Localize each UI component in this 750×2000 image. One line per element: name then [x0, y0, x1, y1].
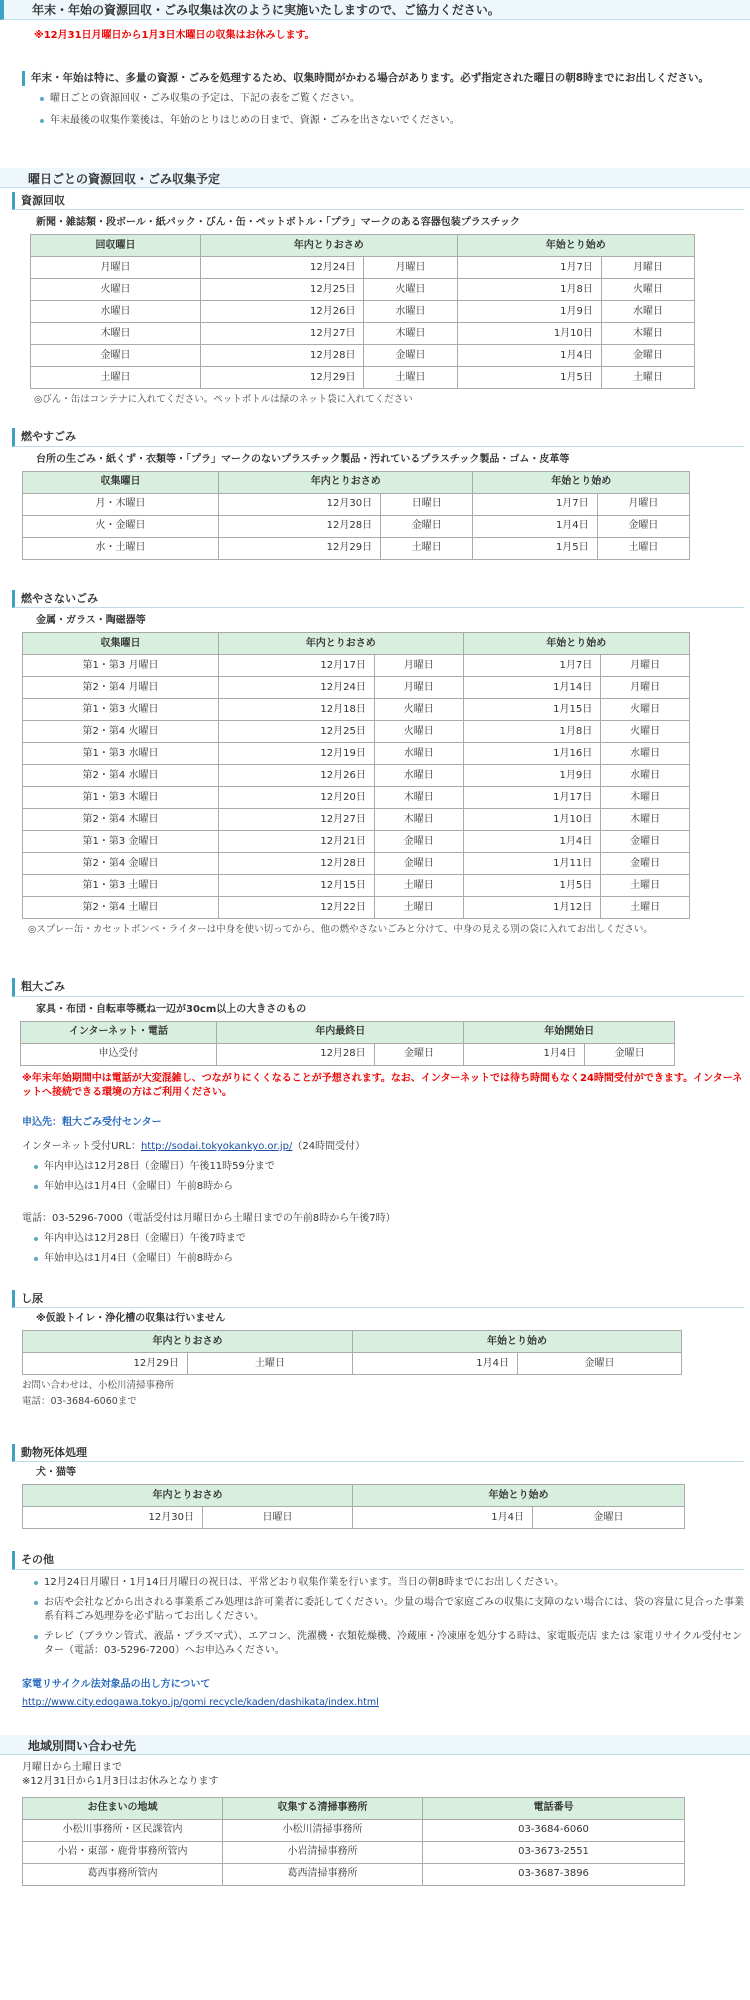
table-cell: 12月15日 — [219, 875, 375, 897]
table-cell: 1月16日 — [463, 743, 601, 765]
moyasu-title: 燃やすごみ — [12, 428, 744, 446]
shigen-items: 新聞・雑誌類・段ボール・紙パック・びん・缶・ペットボトル・「プラ」マークのある容器包装プラスチック — [36, 217, 520, 229]
table-header: 年始とり始め — [463, 633, 689, 655]
table-header: 年内とりおさめ — [201, 235, 458, 257]
table-cell: 1月14日 — [463, 677, 601, 699]
table-cell: 土曜日 — [601, 875, 690, 897]
table-row — [23, 809, 690, 831]
list-item: 年末最後の収集作業後は、年始のとりはじめの日まで、資源・ごみを出さないでください。 — [36, 114, 744, 128]
table-cell: 金曜日 — [381, 515, 473, 537]
table-cell: 土曜日 — [601, 897, 690, 919]
table-row — [23, 1353, 682, 1375]
table-cell: 土曜日 — [374, 875, 463, 897]
intro-title: 年末・年始の資源回収・ごみ収集は次のように実施いたしますので、ご協力ください。 — [0, 0, 750, 20]
table-cell: 12月22日 — [219, 897, 375, 919]
table-cell: 金曜日 — [601, 853, 690, 875]
moyasanai-note: ◎スプレー缶・カセットボンベ・ライターは中身を使い切ってから、他の燃やさないごみと分けて、中身の見える別の袋に入れてお出しください。 — [28, 924, 653, 936]
shinyo-items: ※仮設トイレ・浄化槽の収集は行いません — [36, 1313, 226, 1325]
table-cell: 月曜日 — [31, 257, 201, 279]
list-item: 年内申込は12月28日（金曜日）午後11時59分まで — [30, 1160, 744, 1174]
table-cell: 水曜日 — [374, 765, 463, 787]
intro-bullets — [36, 92, 744, 128]
table-cell: 水曜日 — [364, 301, 457, 323]
table-cell: 木曜日 — [601, 323, 694, 345]
table-cell: 木曜日 — [374, 787, 463, 809]
table-cell: 1月4日 — [463, 831, 601, 853]
table-cell: 12月30日 — [23, 1507, 203, 1529]
table-cell: 12月28日 — [219, 853, 375, 875]
table-cell: 火曜日 — [374, 699, 463, 721]
table-cell: 1月7日 — [473, 493, 597, 515]
list-item: 年始申込は1月4日（金曜日）午前8時から — [30, 1252, 744, 1266]
table-row — [31, 257, 695, 279]
table-cell: 1月17日 — [463, 787, 601, 809]
table-cell: 土曜日 — [31, 367, 201, 389]
table-cell: 土曜日 — [374, 897, 463, 919]
table-row — [23, 875, 690, 897]
list-item: 曜日ごとの資源回収・ごみ収集の予定は、下記の表をご覧ください。 — [36, 92, 744, 106]
moyasanai-items: 金属・ガラス・陶磁器等 — [36, 615, 146, 627]
table-cell: 木曜日 — [601, 787, 690, 809]
doubutsu-table — [22, 1484, 685, 1529]
table-cell: 1月8日 — [463, 721, 601, 743]
table-cell: 水曜日 — [31, 301, 201, 323]
table-cell: 12月19日 — [219, 743, 375, 765]
table-cell: 12月24日 — [201, 257, 364, 279]
shinyo-tel: 電話：03-3684-6060まで — [22, 1395, 137, 1407]
shigen-title: 資源回収 — [12, 192, 744, 210]
table-cell: 火・金曜日 — [23, 515, 219, 537]
table-cell: 月曜日 — [374, 655, 463, 677]
contact-table — [22, 1797, 685, 1886]
other-bullets — [30, 1576, 744, 1658]
table-cell: 1月7日 — [463, 655, 601, 677]
table-cell: 1月7日 — [457, 257, 601, 279]
table-cell: 月曜日 — [601, 677, 690, 699]
table-cell: 火曜日 — [601, 721, 690, 743]
table-cell: 葛西清掃事務所 — [223, 1863, 423, 1885]
table-cell: 金曜日 — [533, 1507, 685, 1529]
table-cell: 1月10日 — [457, 323, 601, 345]
table-cell: 第2・第4 土曜日 — [23, 897, 219, 919]
table-cell: 金曜日 — [601, 345, 694, 367]
table-cell: 金曜日 — [374, 853, 463, 875]
table-cell: 第1・第3 水曜日 — [23, 743, 219, 765]
table-cell: 12月27日 — [219, 809, 375, 831]
list-item: テレビ（ブラウン管式、液晶・プラズマ式）、エアコン、洗濯機・衣類乾燥機、冷蔵庫・冷凍庫を処分する時は、家電販売店 または 家電リサイクル受付センター（電話：03-5296-7200）へお申込みください。 — [30, 1630, 744, 1658]
table-row — [23, 1863, 685, 1885]
table-row — [23, 493, 690, 515]
holiday-notice: ※12月31日月曜日から1月3日木曜日の収集はお休みします。 — [34, 30, 315, 41]
sodai-net — [22, 1140, 744, 1154]
table-cell: 1月5日 — [463, 875, 601, 897]
table-row — [21, 1043, 675, 1065]
table-cell: 12月25日 — [219, 721, 375, 743]
table-cell: 第2・第4 木曜日 — [23, 809, 219, 831]
table-cell: 月曜日 — [601, 257, 694, 279]
table-cell: 葛西事務所管内 — [23, 1863, 223, 1885]
table-cell: 木曜日 — [364, 323, 457, 345]
table-cell: 申込受付 — [21, 1043, 217, 1065]
sodai-title: 粗大ごみ — [12, 978, 744, 996]
contact-title: 地域別問い合わせ先 — [0, 1735, 750, 1755]
table-cell: 1月11日 — [463, 853, 601, 875]
table-header: 年始とり始め — [353, 1331, 682, 1353]
table-cell: 1月4日 — [353, 1507, 533, 1529]
shinyo-title: し尿 — [12, 1290, 744, 1308]
net-label: インターネット受付URL： — [22, 1140, 141, 1152]
table-header: 回収曜日 — [31, 235, 201, 257]
table-header: 年内とりおさめ — [219, 471, 473, 493]
sodai-center: 申込先：粗大ごみ受付センター — [22, 1116, 162, 1128]
moyasu-items: 台所の生ごみ・紙くず・衣類等・「プラ」マークのないプラスチック製品・汚れているプラスチック製品・ゴム・皮革等 — [36, 453, 570, 465]
table-cell: 金曜日 — [374, 1043, 464, 1065]
table-cell: 土曜日 — [601, 367, 694, 389]
table-row — [23, 743, 690, 765]
table-cell: 土曜日 — [364, 367, 457, 389]
table-cell: 小松川清掃事務所 — [223, 1819, 423, 1841]
shinyo-contact: お問い合わせは、小松川清掃事務所 — [22, 1380, 175, 1392]
table-cell: 月曜日 — [601, 655, 690, 677]
table-row — [23, 677, 690, 699]
table-cell: 水・土曜日 — [23, 537, 219, 559]
table-cell: 火曜日 — [601, 279, 694, 301]
shigen-note: ◎びん・缶はコンテナに入れてください。ペットボトルは緑のネット袋に入れてください — [34, 394, 413, 406]
table-cell: 火曜日 — [364, 279, 457, 301]
doubutsu-title: 動物死体処理 — [12, 1444, 744, 1462]
table-cell: 金曜日 — [585, 1043, 675, 1065]
table-cell: 第1・第3 火曜日 — [23, 699, 219, 721]
sodai-table — [20, 1021, 675, 1066]
table-cell: 金曜日 — [597, 515, 689, 537]
table-cell: 12月28日 — [219, 515, 381, 537]
table-cell: 第2・第4 水曜日 — [23, 765, 219, 787]
table-cell: 月・木曜日 — [23, 493, 219, 515]
table-cell: 03-3673-2551 — [423, 1841, 685, 1863]
table-cell: 03-3687-3896 — [423, 1863, 685, 1885]
table-cell: 木曜日 — [31, 323, 201, 345]
table-header: 収集曜日 — [23, 633, 219, 655]
table-cell: 1月10日 — [463, 809, 601, 831]
table-row — [31, 301, 695, 323]
table-cell: 12月26日 — [201, 301, 364, 323]
table-cell: 金曜日 — [374, 831, 463, 853]
table-cell: 火曜日 — [31, 279, 201, 301]
sodai-items: 家具・布団・自転車等概ね一辺が30cm以上の大きさのもの — [36, 1003, 307, 1015]
schedule-title: 曜日ごとの資源回収・ごみ収集予定 — [0, 168, 750, 188]
intro-note-title: 年末・年始は特に、多量の資源・ごみを処理するため、収集時間がかわる場合があります。必ず指定された曜日の朝8時までにお出しください。 — [22, 71, 744, 86]
table-header: 電話番号 — [423, 1797, 685, 1819]
table-header: 年内とりおさめ — [23, 1331, 353, 1353]
table-cell: 1月9日 — [457, 301, 601, 323]
table-cell: 1月8日 — [457, 279, 601, 301]
table-row — [23, 787, 690, 809]
table-row — [23, 765, 690, 787]
doubutsu-items: 犬・猫等 — [36, 1467, 76, 1479]
shigen-table — [30, 234, 695, 389]
moyasu-table — [22, 471, 690, 560]
table-header: インターネット・電話 — [21, 1021, 217, 1043]
table-header: 収集する清掃事務所 — [223, 1797, 423, 1819]
table-cell: 1月15日 — [463, 699, 601, 721]
table-cell: 1月5日 — [473, 537, 597, 559]
table-cell: 土曜日 — [597, 537, 689, 559]
table-header: 年始とり始め — [473, 471, 690, 493]
table-cell: 月曜日 — [374, 677, 463, 699]
table-cell: 水曜日 — [601, 301, 694, 323]
table-cell: 12月28日 — [217, 1043, 375, 1065]
table-cell: 12月29日 — [201, 367, 364, 389]
table-header: お住まいの地域 — [23, 1797, 223, 1819]
tel-bullets — [30, 1232, 744, 1266]
table-header: 年内とりおさめ — [219, 633, 464, 655]
table-cell: 金曜日 — [601, 831, 690, 853]
table-cell: 1月4日 — [457, 345, 601, 367]
table-cell: 1月12日 — [463, 897, 601, 919]
table-header: 年内とりおさめ — [23, 1485, 353, 1507]
table-header: 年始とり始め — [353, 1485, 685, 1507]
net-suffix: （24時間受付） — [292, 1140, 366, 1152]
table-cell: 第2・第4 月曜日 — [23, 677, 219, 699]
net-bullets — [30, 1160, 744, 1194]
table-cell: 土曜日 — [188, 1353, 353, 1375]
table-cell: 12月27日 — [201, 323, 364, 345]
other-title: その他 — [12, 1551, 744, 1569]
table-cell: 第2・第4 火曜日 — [23, 721, 219, 743]
table-header: 収集曜日 — [23, 471, 219, 493]
table-cell: 12月21日 — [219, 831, 375, 853]
table-cell: 12月25日 — [201, 279, 364, 301]
table-cell: 小岩・東部・鹿骨事務所管内 — [23, 1841, 223, 1863]
table-cell: 第2・第4 金曜日 — [23, 853, 219, 875]
table-cell: 火曜日 — [601, 699, 690, 721]
table-cell: 金曜日 — [31, 345, 201, 367]
table-row — [31, 279, 695, 301]
table-header: 年始開始日 — [464, 1021, 675, 1043]
recycle-link[interactable]: http://www.city.edogawa.tokyo.jp/gomi recycle/kaden/dashikata/index.html — [22, 1696, 379, 1708]
table-cell: 12月29日 — [23, 1353, 188, 1375]
table-header: 年始とり始め — [457, 235, 694, 257]
table-cell: 12月28日 — [201, 345, 364, 367]
list-item: 年内申込は12月28日（金曜日）午後7時まで — [30, 1232, 744, 1246]
table-row — [23, 1841, 685, 1863]
table-cell: 03-3684-6060 — [423, 1819, 685, 1841]
contact-line2: ※12月31日から1月3日はお休みとなります — [22, 1775, 219, 1787]
table-cell: 火曜日 — [374, 721, 463, 743]
table-cell: 水曜日 — [601, 743, 690, 765]
table-cell: 土曜日 — [381, 537, 473, 559]
list-item: 12月24日月曜日・1月14日月曜日の祝日は、平常どおり収集作業を行います。当日の朝8時までにお出しください。 — [30, 1576, 744, 1590]
table-row — [23, 655, 690, 677]
table-cell: 12月26日 — [219, 765, 375, 787]
shinyo-table — [22, 1330, 682, 1375]
table-cell: 1月4日 — [353, 1353, 518, 1375]
table-row — [31, 367, 695, 389]
contact-line1: 月曜日から土曜日まで — [22, 1761, 122, 1773]
table-cell: 月曜日 — [364, 257, 457, 279]
table-cell: 第1・第3 木曜日 — [23, 787, 219, 809]
table-row — [23, 1507, 685, 1529]
table-cell: 1月4日 — [473, 515, 597, 537]
table-row — [23, 699, 690, 721]
table-cell: 日曜日 — [381, 493, 473, 515]
table-cell: 水曜日 — [374, 743, 463, 765]
table-cell: 第1・第3 土曜日 — [23, 875, 219, 897]
table-cell: 12月17日 — [219, 655, 375, 677]
moyasanai-title: 燃やさないごみ — [12, 590, 744, 608]
table-cell: 12月29日 — [219, 537, 381, 559]
table-cell: 小松川事務所・区民課管内 — [23, 1819, 223, 1841]
table-header: 年内最終日 — [217, 1021, 464, 1043]
table-row — [23, 1819, 685, 1841]
table-row — [23, 515, 690, 537]
list-item: お店や会社などから出される事業系ごみ処理は許可業者に委託してください。少量の場合で家庭ごみの収集に支障のない場合には、袋の容量に見合った事業系有料ごみ処理券を必ず貼ってお出しください。 — [30, 1596, 744, 1624]
table-cell: 日曜日 — [203, 1507, 353, 1529]
list-item: 年始申込は1月4日（金曜日）午前8時から — [30, 1180, 744, 1194]
table-cell: 12月20日 — [219, 787, 375, 809]
table-cell: 水曜日 — [601, 765, 690, 787]
table-row — [23, 897, 690, 919]
table-row — [23, 537, 690, 559]
moyasanai-table — [22, 632, 690, 919]
table-cell: 木曜日 — [601, 809, 690, 831]
table-row — [31, 345, 695, 367]
sodai-tel: 電話：03-5296-7000（電話受付は月曜日から土曜日までの午前8時から午後7時） — [22, 1212, 396, 1224]
table-row — [23, 853, 690, 875]
table-cell: 第1・第3 金曜日 — [23, 831, 219, 853]
table-cell: 小岩清掃事務所 — [223, 1841, 423, 1863]
recycle-title: 家電リサイクル法対象品の出し方について — [22, 1678, 211, 1690]
sodai-warning: ※年末年始期間中は電話が大変混雑し、つながりにくくなることが予想されます。なお、インターネットでは待ち時間もなく24時間受付ができます。インターネットへ接続できる環境の方はご利用ください。 — [22, 1072, 743, 1098]
table-cell: 12月18日 — [219, 699, 375, 721]
table-row — [23, 831, 690, 853]
table-cell: 金曜日 — [364, 345, 457, 367]
table-cell: 金曜日 — [518, 1353, 682, 1375]
table-row — [31, 323, 695, 345]
table-cell: 12月24日 — [219, 677, 375, 699]
sodai-url-link[interactable]: http://sodai.tokyokankyo.or.jp/ — [140, 1140, 293, 1152]
table-cell: 1月9日 — [463, 765, 601, 787]
table-cell: 12月30日 — [219, 493, 381, 515]
table-cell: 第1・第3 月曜日 — [23, 655, 219, 677]
table-cell: 木曜日 — [374, 809, 463, 831]
table-cell: 月曜日 — [597, 493, 689, 515]
table-row — [23, 721, 690, 743]
table-cell: 1月4日 — [464, 1043, 585, 1065]
table-cell: 1月5日 — [457, 367, 601, 389]
